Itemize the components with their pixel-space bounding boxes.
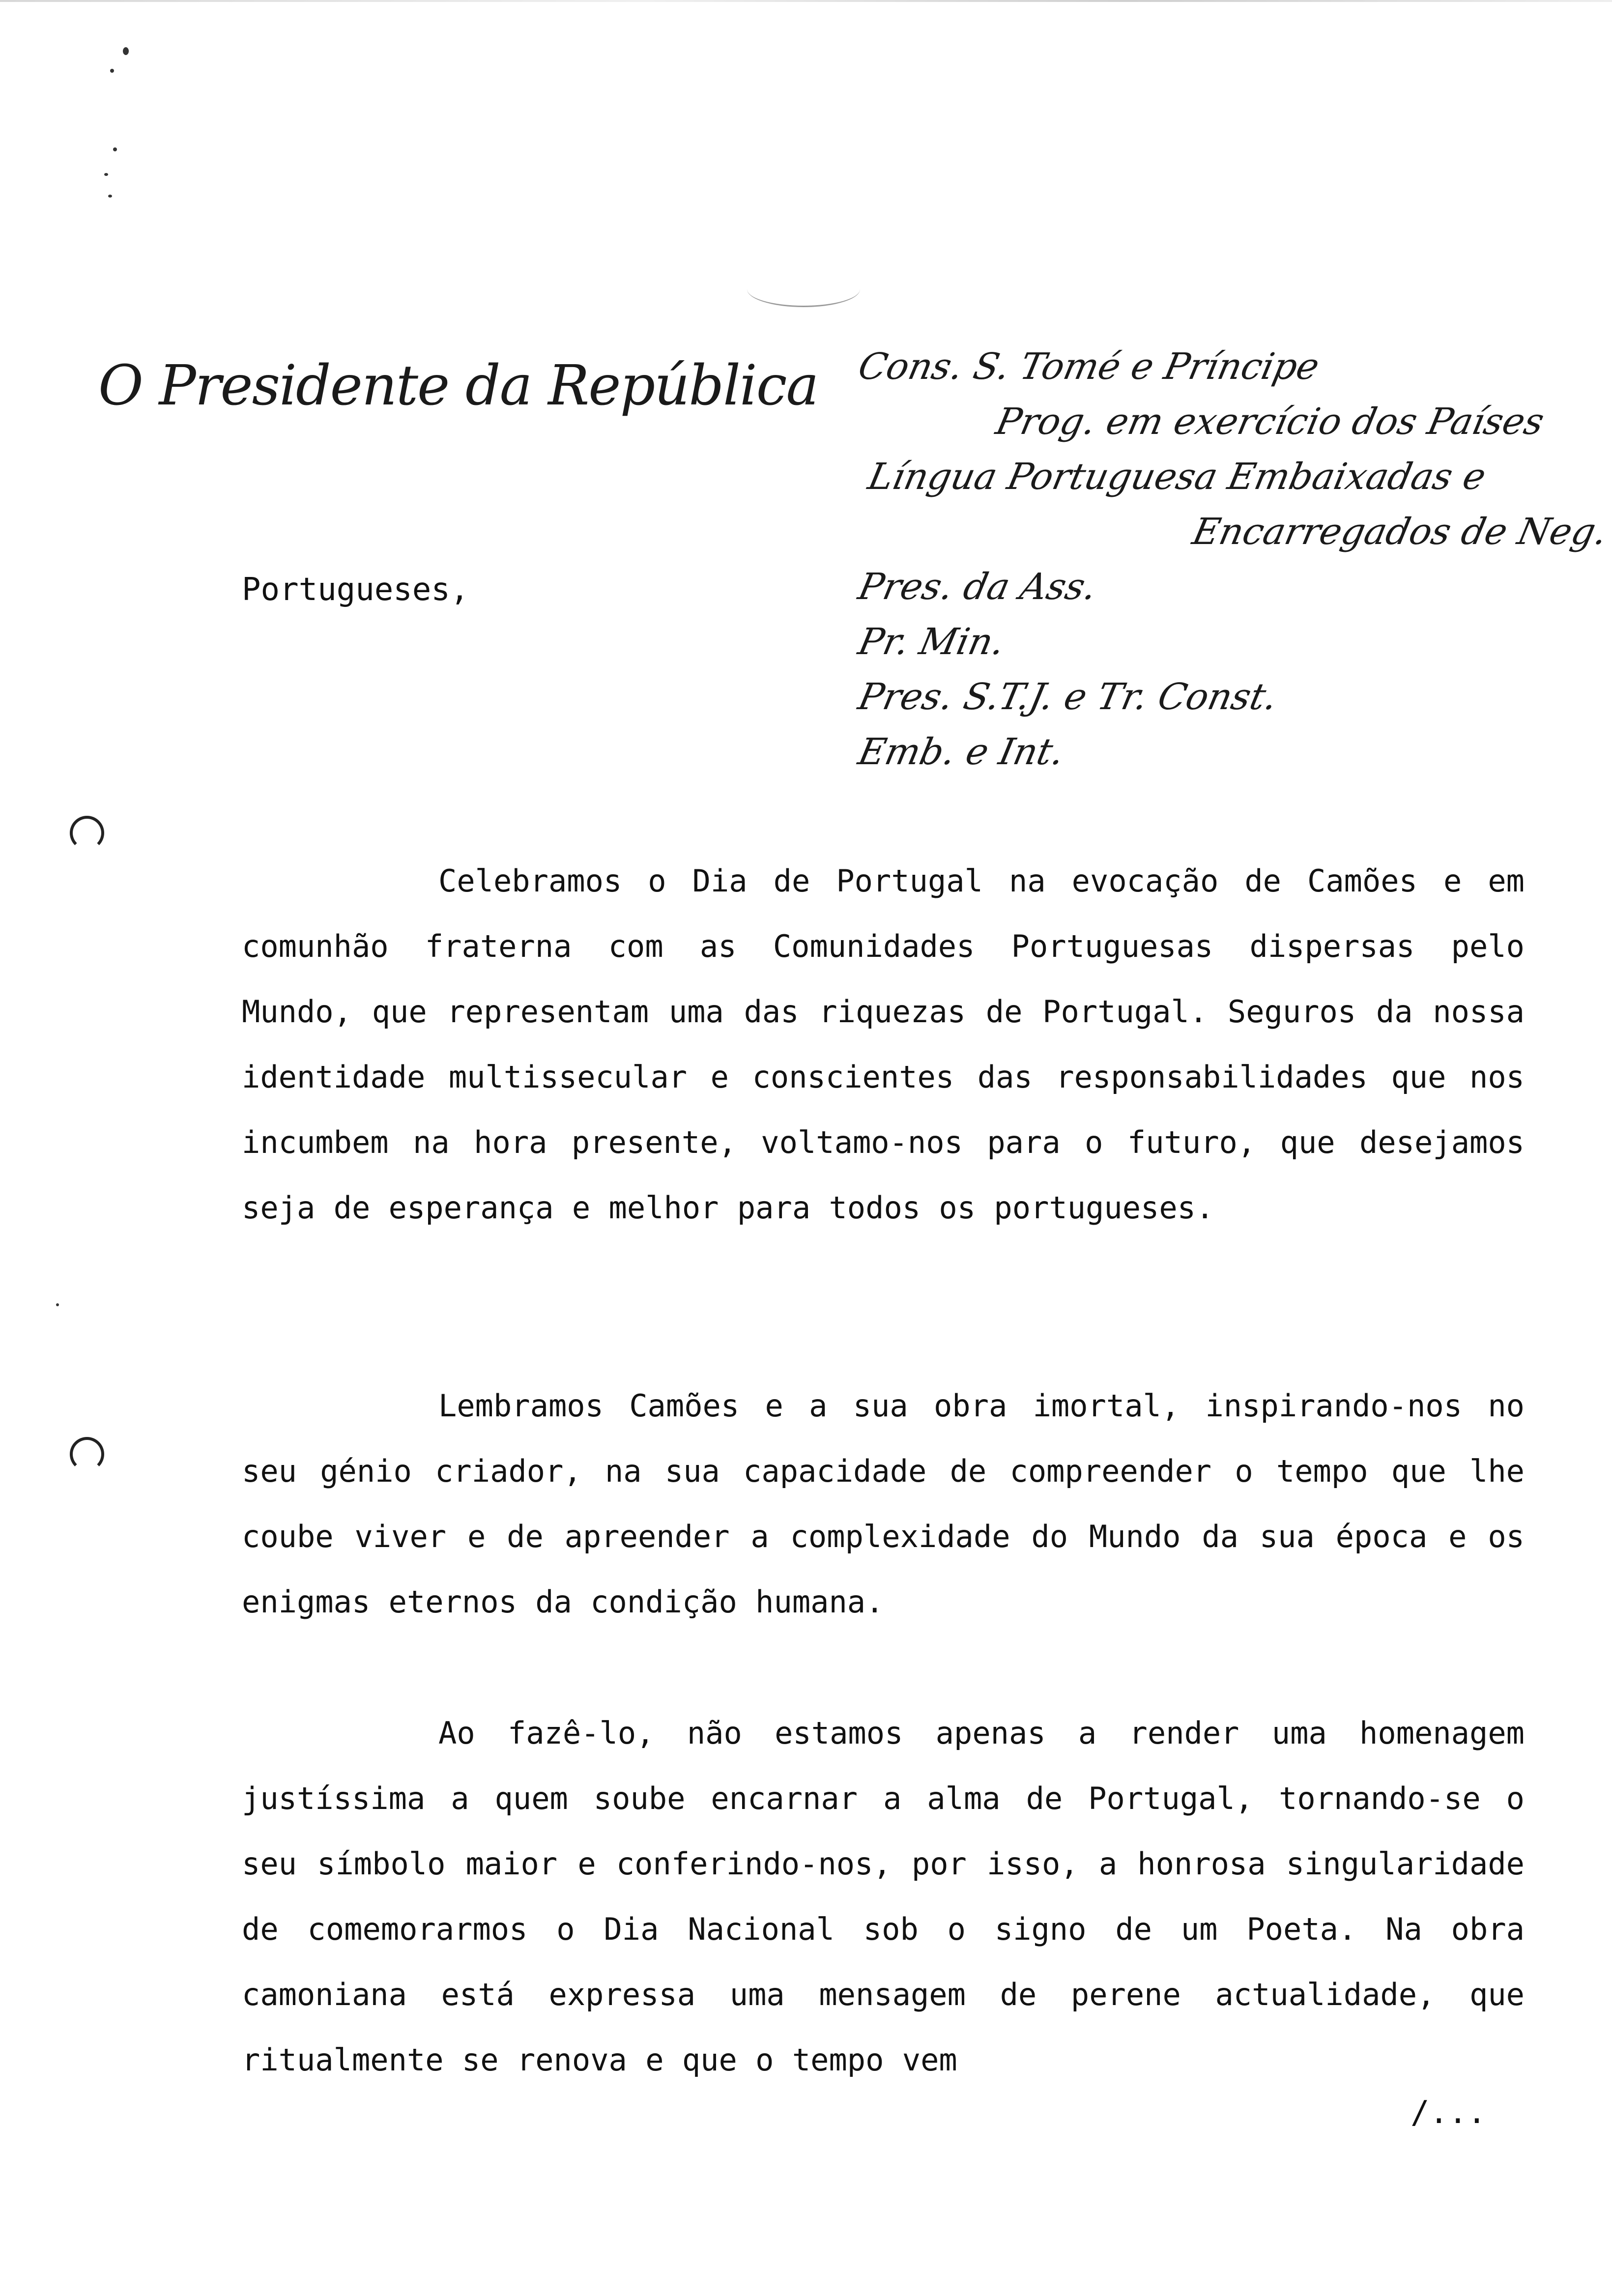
margin-note-line: Pres. da Ass. xyxy=(854,566,1101,608)
letterhead-title: O Presidente da República xyxy=(98,354,818,418)
handwritten-margin-notes xyxy=(845,339,1612,773)
speck xyxy=(110,69,114,73)
speck xyxy=(104,173,108,176)
margin-note-line: Emb. e Int. xyxy=(854,731,1068,773)
speck xyxy=(56,1303,59,1306)
margin-note-line: Pres. S.T.J. e Tr. Const. xyxy=(854,676,1281,718)
margin-note-line: Cons. S. Tomé e Príncipe xyxy=(854,345,1323,388)
speck xyxy=(123,47,129,55)
margin-note-line: Prog. em exercício dos Países xyxy=(992,401,1548,443)
faint-stamp-mark xyxy=(747,271,860,307)
paragraph-3: Ao fazê-lo, não estamos apenas a render uma homenagem justíssima a quem soube encarnar a alma de Portugal, tornando-se o seu símbolo maior e conferindo-nos, por isso, a honrosa singularidade de comemorarmos o Dia Nacional sob o signo de um Poeta. Na obra camoniana está expressa uma mensagem de perene actualidade, que ritualmente se renova e que o tempo vem xyxy=(242,1715,1525,2078)
speck xyxy=(113,147,117,151)
margin-note-line: Língua Portuguesa Embaixadas e xyxy=(864,456,1490,498)
punch-hole xyxy=(70,816,104,850)
paragraph-1: Celebramos o Dia de Portugal na evocação de Camões e em comunhão fraterna com as Comunidades Portuguesas dispersas pelo Mundo, que representam uma das riquezas de Portugal. Seguros da nossa identidade multissecular e conscientes das responsabilidades que nos incumbem na hora presente, voltamo-nos para o futuro, que desejamos seja de esperança e melhor para todos os portugueses. xyxy=(242,863,1525,1226)
margin-note-line: Pr. Min. xyxy=(854,621,1008,663)
paragraph-2: Lembramos Camões e a sua obra imortal, inspirando-nos no seu génio criador, na sua capacidade de compreender o tempo que lhe coube viver e de apreender a complexidade do Mundo da sua época e os enigmas eternos da condição humana. xyxy=(242,1388,1525,1620)
punch-hole xyxy=(70,1437,104,1471)
salutation: Portugueses, xyxy=(242,572,469,608)
speck xyxy=(108,195,112,198)
scan-edge xyxy=(0,0,1612,2)
continuation-mark: /... xyxy=(1410,2095,1487,2131)
margin-note-line: Encarregados de Neg. xyxy=(1188,511,1612,553)
